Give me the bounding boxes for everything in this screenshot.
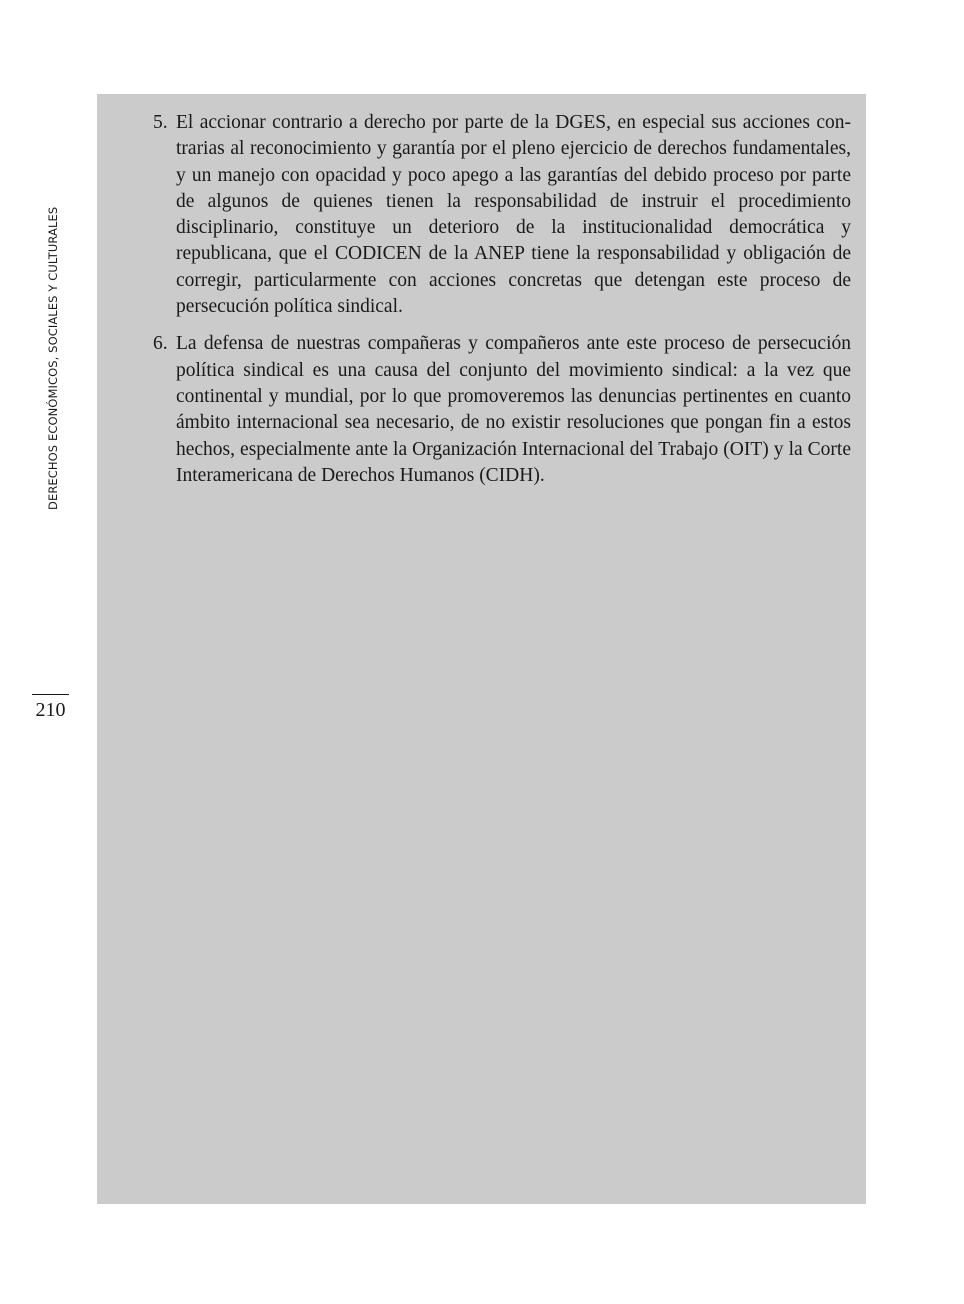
page-number-rule [32,694,69,695]
running-head: DERECHOS ECONÓMICOS, SOCIALES Y CULTURALES [46,206,60,510]
item-text: La defensa de nuestras compañeras y compañeros ante este proceso de persecución política sindical es una causa del conjunto del movimiento sindical: a la vez que continental y mundial, por lo que promoveremos las denuncias pertinentes en cuanto ámbito internacional sea necesario, de no existir resoluciones que pongan fin a estos hechos, especialmente ante la Organización Internacional del Trabajo (OIT) y la Corte Interamericana de Derechos Humanos (CIDH). [176,333,851,486]
item-number: 5. [153,112,168,133]
list-item [150,110,851,320]
numbered-list [150,110,851,500]
page-number: 210 [35,699,66,721]
list-item [150,331,851,489]
item-text: El accionar contrario a derecho por parte de la DGES, en especial sus acciones contrarias al reconocimiento y garantía por el pleno ejercicio de derechos fundamentales, y un manejo con opacidad y poco apego a las garantías del debido proceso por parte de algunos de quienes tienen la responsabilidad de instruir el procedimiento disciplinario, constituye un deterioro de la institucionalidad democrática y republicana, que el CODICEN de la ANEP tiene la responsabilidad y obligación de corregir, particularmente con acciones concretas que detengan este proceso de persecución política sindical. [176,112,851,318]
item-number: 6. [153,333,168,355]
